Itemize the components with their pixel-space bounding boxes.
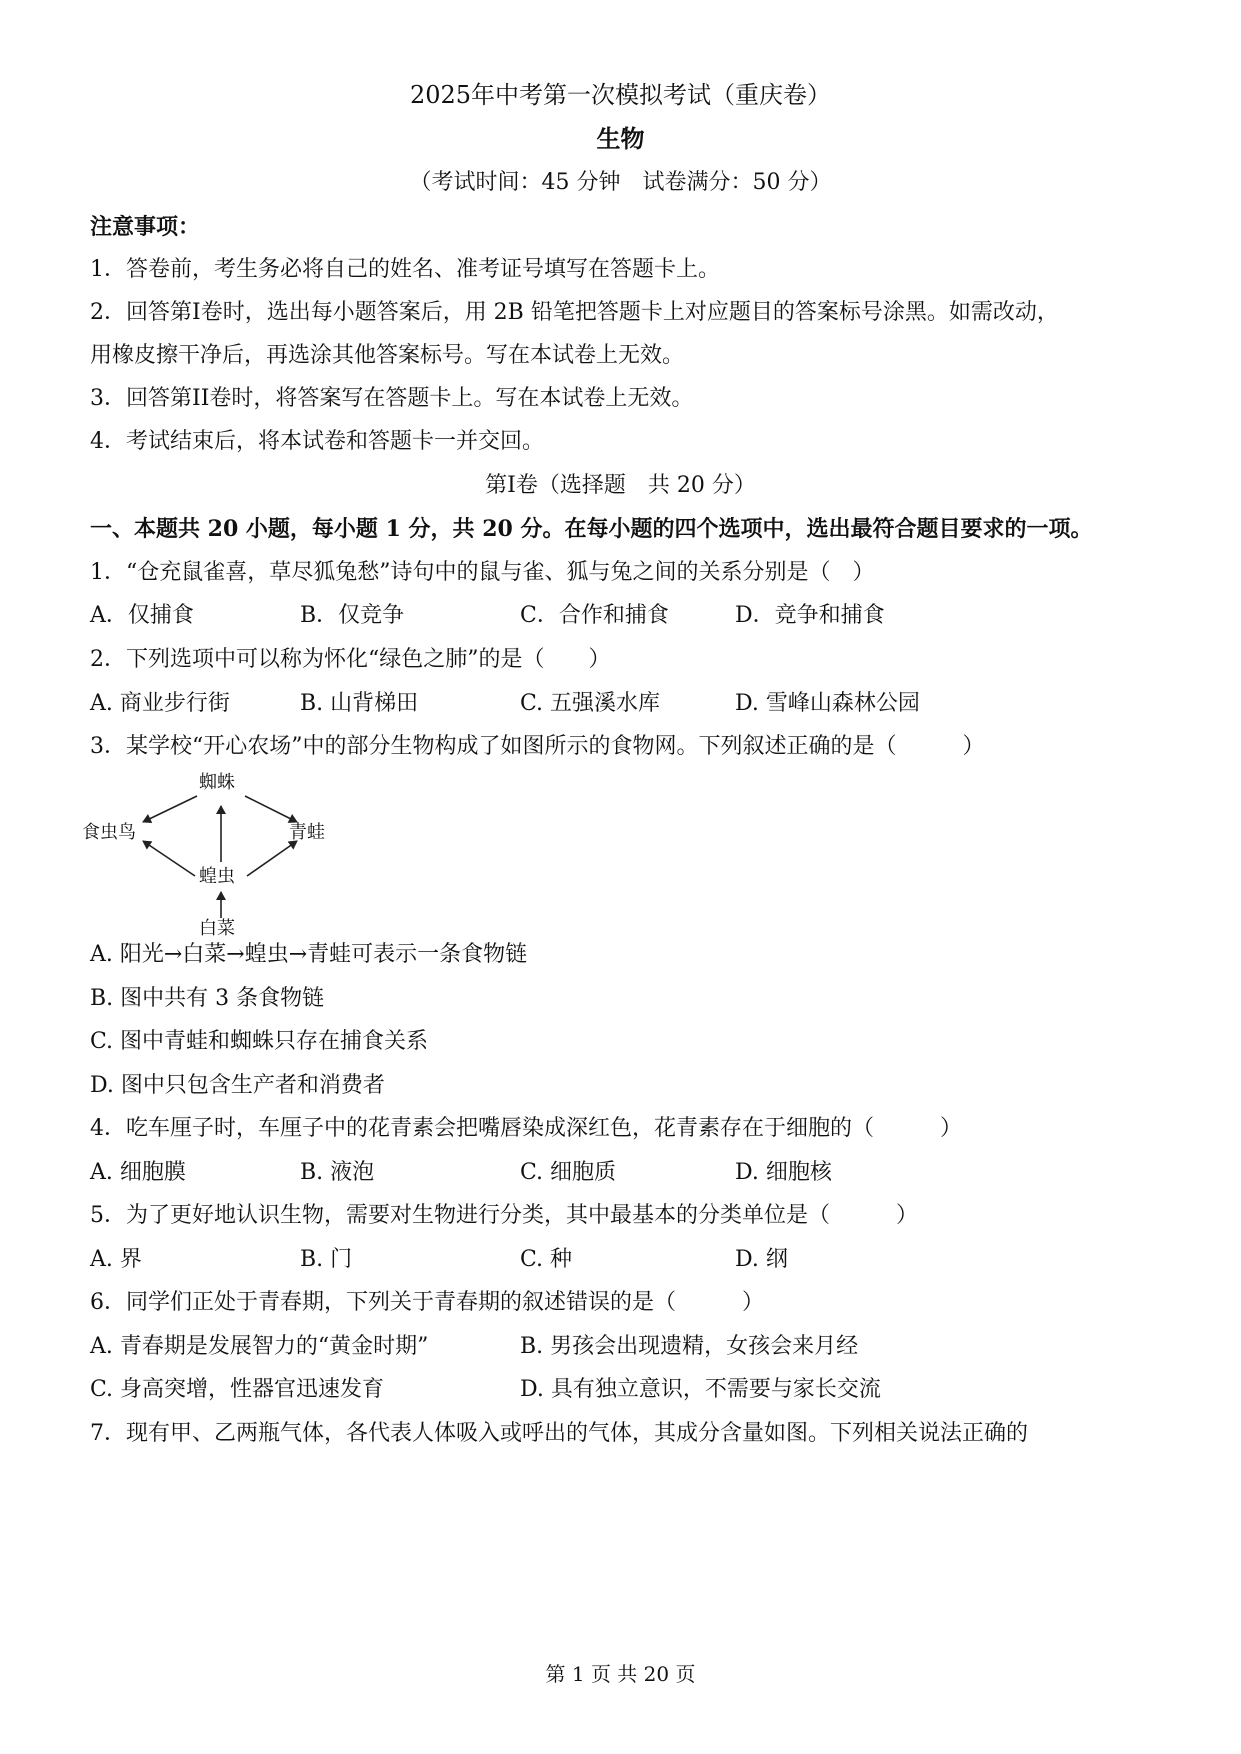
food-web-node-bird: 食虫鸟 <box>82 822 136 843</box>
section-title: 第I卷（选择题 共 20 分） <box>485 473 756 498</box>
q2-option-a: A. 商业步行街 <box>90 691 230 716</box>
arrow-spider-to-frog <box>245 796 297 822</box>
food-web-node-locust: 蝗虫 <box>199 866 235 887</box>
q6-option-a: A. 青春期是发展智力的“黄金时期” <box>90 1334 429 1359</box>
q6-option-b: B. 男孩会出现遗精，女孩会来月经 <box>520 1334 859 1359</box>
q5-option-d: D. 纲 <box>735 1247 788 1272</box>
page-footer: 第 1 页 共 20 页 <box>545 1662 696 1686</box>
question-5-stem: 5．为了更好地认识生物，需要对生物进行分类，其中最基本的分类单位是（ ） <box>90 1203 918 1228</box>
question-6-stem: 6．同学们正处于青春期，下列关于青春期的叙述错误的是（ ） <box>90 1290 764 1315</box>
exam-info: （考试时间：45 分钟 试卷满分：50 分） <box>409 170 832 195</box>
q3-option-a: A. 阳光→白菜→蝗虫→青蛙可表示一条食物链 <box>90 942 528 967</box>
arrow-locust-to-bird <box>143 841 195 876</box>
notice-item: 1．答卷前，考生务必将自己的姓名、准考证号填写在答题卡上。 <box>90 257 720 282</box>
notice-item: 3．回答第II卷时，将答案写在答题卡上。写在本试卷上无效。 <box>90 386 694 411</box>
q2-option-d: D. 雪峰山森林公园 <box>735 691 920 716</box>
question-1-stem: 1．“仓充鼠雀喜，草尽狐兔愁”诗句中的鼠与雀、狐与兔之间的关系分别是（ ） <box>90 560 875 585</box>
q3-option-b: B. 图中共有 3 条食物链 <box>90 986 325 1011</box>
question-2-stem: 2．下列选项中可以称为怀化“绿色之肺”的是（ ） <box>90 647 611 672</box>
q3-option-d: D. 图中只包含生产者和消费者 <box>90 1073 385 1098</box>
q1-option-c: C．合作和捕食 <box>520 603 669 628</box>
q5-option-a: A. 界 <box>90 1247 142 1272</box>
q1-option-d: D．竞争和捕食 <box>735 603 885 628</box>
notice-item: 4．考试结束后，将本试卷和答题卡一并交回。 <box>90 429 544 454</box>
q1-option-b: B．仅竞争 <box>300 603 405 628</box>
question-4-stem: 4．吃车厘子时，车厘子中的花青素会把嘴唇染成深红色，花青素存在于细胞的（ ） <box>90 1116 963 1141</box>
q6-option-d: D. 具有独立意识，不需要与家长交流 <box>520 1377 881 1402</box>
food-web-node-spider: 蜘蛛 <box>199 772 235 793</box>
exam-title: 2025年中考第一次模拟考试（重庆卷） <box>409 81 832 109</box>
q1-option-a: A．仅捕食 <box>90 603 194 628</box>
q4-option-b: B. 液泡 <box>300 1160 375 1185</box>
question-3-stem: 3．某学校“开心农场”中的部分生物构成了如图所示的食物网。下列叙述正确的是（ ） <box>90 734 985 759</box>
arrow-spider-to-bird <box>143 796 197 822</box>
q6-option-c: C. 身高突增，性器官迅速发育 <box>90 1377 385 1402</box>
q2-option-b: B. 山背梯田 <box>300 691 419 716</box>
q4-option-c: C. 细胞质 <box>520 1160 617 1185</box>
notice-item: 2．回答第I卷时，选出每小题答案后，用 2B 铅笔把答题卡上对应题目的答案标号涂黑。如需改动， <box>90 300 1059 325</box>
food-web-node-frog: 青蛙 <box>289 822 325 843</box>
q5-option-b: B. 门 <box>300 1247 353 1272</box>
notice-heading: 注意事项： <box>90 214 201 240</box>
q5-option-c: C. 种 <box>520 1247 573 1272</box>
food-web-node-cabbage: 白菜 <box>199 918 235 939</box>
q4-option-a: A. 细胞膜 <box>90 1160 186 1185</box>
q4-option-d: D. 细胞核 <box>735 1160 832 1185</box>
q3-option-c: C. 图中青蛙和蜘蛛只存在捕食关系 <box>90 1029 429 1054</box>
subject-title: 生物 <box>596 124 645 153</box>
notice-item: 用橡皮擦干净后，再选涂其他答案标号。写在本试卷上无效。 <box>90 343 685 368</box>
arrow-locust-to-frog <box>247 841 297 876</box>
question-7-stem: 7．现有甲、乙两瓶气体，各代表人体吸入或呼出的气体，其成分含量如图。下列相关说法正确的 <box>90 1421 1029 1446</box>
q2-option-c: C. 五强溪水库 <box>520 691 661 716</box>
section-instruction: 一、本题共 20 小题，每小题 1 分，共 20 分。在每小题的四个选项中，选出最符合题目要求的一项。 <box>90 516 1093 542</box>
